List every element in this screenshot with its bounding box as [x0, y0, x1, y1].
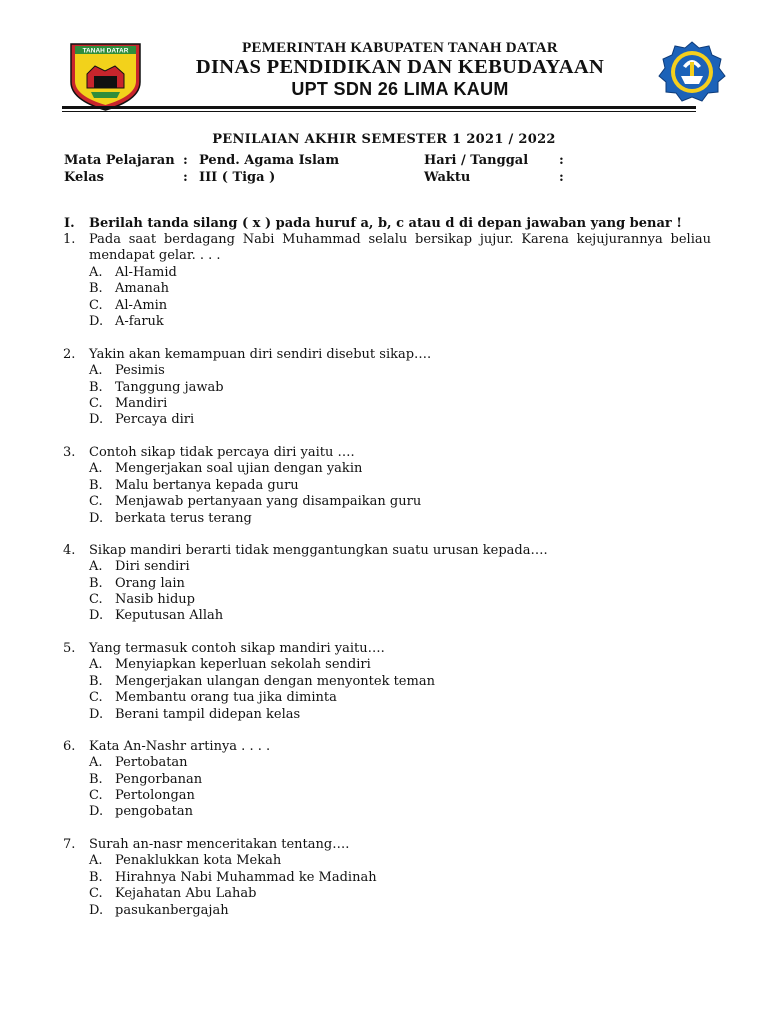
question-number: 6. — [63, 739, 76, 754]
option-letter: C. — [89, 592, 103, 607]
option-letter: B. — [89, 478, 103, 493]
school-name: UPT SDN 26 LIMA KAUM — [291, 79, 509, 99]
subject-value: Pend. Agama Islam — [199, 153, 340, 168]
option-letter: A. — [89, 853, 103, 868]
option-text: Nasib hidup — [115, 592, 195, 607]
option-letter: C. — [89, 690, 103, 705]
option-letter: D. — [89, 314, 104, 329]
option-letter: D. — [89, 804, 104, 819]
option-text: Mengerjakan ulangan dengan menyontek teman — [115, 674, 435, 689]
option-text: Al-Hamid — [115, 265, 177, 280]
question-number: 3. — [63, 445, 76, 460]
section-instruction: Berilah tanda silang ( x ) pada huruf a, b, c atau d di depan jawaban yang benar ! — [89, 216, 682, 231]
option-letter: D. — [89, 608, 104, 623]
option-letter: A. — [89, 657, 103, 672]
subject-colon: : — [183, 153, 188, 168]
option-text: pasukanbergajah — [115, 903, 229, 918]
option-text: Mengerjakan soal ujian dengan yakin — [115, 461, 363, 476]
option-letter: C. — [89, 788, 103, 803]
option-text: Orang lain — [115, 576, 185, 591]
question-text-continued: mendapat gelar. . . . — [89, 248, 221, 263]
option-letter: A. — [89, 755, 103, 770]
option-text: pengobatan — [115, 804, 193, 819]
time-label: Waktu — [424, 170, 471, 185]
option-text: Berani tampil didepan kelas — [115, 707, 301, 722]
option-letter: C. — [89, 886, 103, 901]
question-number: 7. — [63, 837, 76, 852]
option-letter: B. — [89, 380, 103, 395]
option-text: Mandiri — [115, 396, 168, 411]
option-letter: D. — [89, 511, 104, 526]
question-text: Sikap mandiri berarti tidak menggantungkan suatu urusan kepada…. — [89, 543, 548, 558]
option-text: Pengorbanan — [115, 772, 203, 787]
day-date-colon: : — [559, 153, 564, 168]
option-letter: C. — [89, 494, 103, 509]
option-text: Percaya diri — [115, 412, 195, 427]
option-letter: B. — [89, 576, 103, 591]
option-letter: B. — [89, 281, 103, 296]
option-letter: D. — [89, 412, 104, 427]
option-letter: B. — [89, 870, 103, 885]
option-text: Amanah — [115, 281, 169, 296]
class-value: III ( Tiga ) — [199, 170, 276, 185]
tanah-datar-emblem-icon — [67, 38, 144, 114]
option-text: Pesimis — [115, 363, 165, 378]
time-colon: : — [559, 170, 564, 185]
option-text: Menyiapkan keperluan sekolah sendiri — [115, 657, 371, 672]
exam-title: PENILAIAN AKHIR SEMESTER 1 2021 / 2022 — [212, 132, 556, 147]
option-text: Tanggung jawab — [115, 380, 224, 395]
option-letter: A. — [89, 363, 103, 378]
option-text: Menjawab pertanyaan yang disampaikan guru — [115, 494, 422, 509]
option-text: Membantu orang tua jika diminta — [115, 690, 337, 705]
class-label: Kelas — [64, 170, 104, 185]
option-text: berkata terus terang — [115, 511, 252, 526]
option-letter: B. — [89, 772, 103, 787]
option-text: Pertolongan — [115, 788, 195, 803]
question-text: Pada saat berdagang Nabi Muhammad selalu bersikap jujur. Karena kejujurannya beliau — [89, 232, 711, 247]
option-letter: C. — [89, 298, 103, 313]
option-letter: A. — [89, 265, 103, 280]
question-text: Kata An-Nashr artinya . . . . — [89, 739, 271, 754]
option-letter: D. — [89, 707, 104, 722]
option-letter: C. — [89, 396, 103, 411]
government-name: PEMERINTAH KABUPATEN TANAH DATAR — [242, 40, 558, 56]
tut-wuri-handayani-logo-icon — [655, 40, 729, 103]
option-letter: D. — [89, 903, 104, 918]
option-text: Malu bertanya kepada guru — [115, 478, 299, 493]
option-text: Keputusan Allah — [115, 608, 224, 623]
option-text: Diri sendiri — [115, 559, 190, 574]
question-number: 1. — [63, 232, 76, 247]
option-text: Kejahatan Abu Lahab — [115, 886, 257, 901]
option-text: A-faruk — [115, 314, 164, 329]
question-number: 5. — [63, 641, 76, 656]
class-colon: : — [183, 170, 188, 185]
day-date-label: Hari / Tanggal — [424, 153, 529, 168]
option-text: Al-Amin — [115, 298, 168, 313]
question-text: Surah an-nasr menceritakan tentang…. — [89, 837, 350, 852]
question-text: Yakin akan kemampuan diri sendiri disebut sikap…. — [89, 347, 432, 362]
letterhead-rule-thin — [62, 111, 696, 112]
option-text: Penaklukkan kota Mekah — [115, 853, 282, 868]
emblem-text: TANAH DATAR — [82, 47, 129, 55]
option-letter: B. — [89, 674, 103, 689]
letterhead-rule-thick — [62, 106, 696, 109]
option-text: Hirahnya Nabi Muhammad ke Madinah — [115, 870, 377, 885]
question-text: Yang termasuk contoh sikap mandiri yaitu…. — [89, 641, 385, 656]
question-text: Contoh sikap tidak percaya diri yaitu …. — [89, 445, 355, 460]
option-letter: A. — [89, 559, 103, 574]
option-text: Pertobatan — [115, 755, 188, 770]
subject-label: Mata Pelajaran — [64, 153, 175, 168]
section-number: I. — [64, 216, 75, 231]
department-name: DINAS PENDIDIKAN DAN KEBUDAYAAN — [195, 56, 605, 78]
option-letter: A. — [89, 461, 103, 476]
question-number: 4. — [63, 543, 76, 558]
question-number: 2. — [63, 347, 76, 362]
